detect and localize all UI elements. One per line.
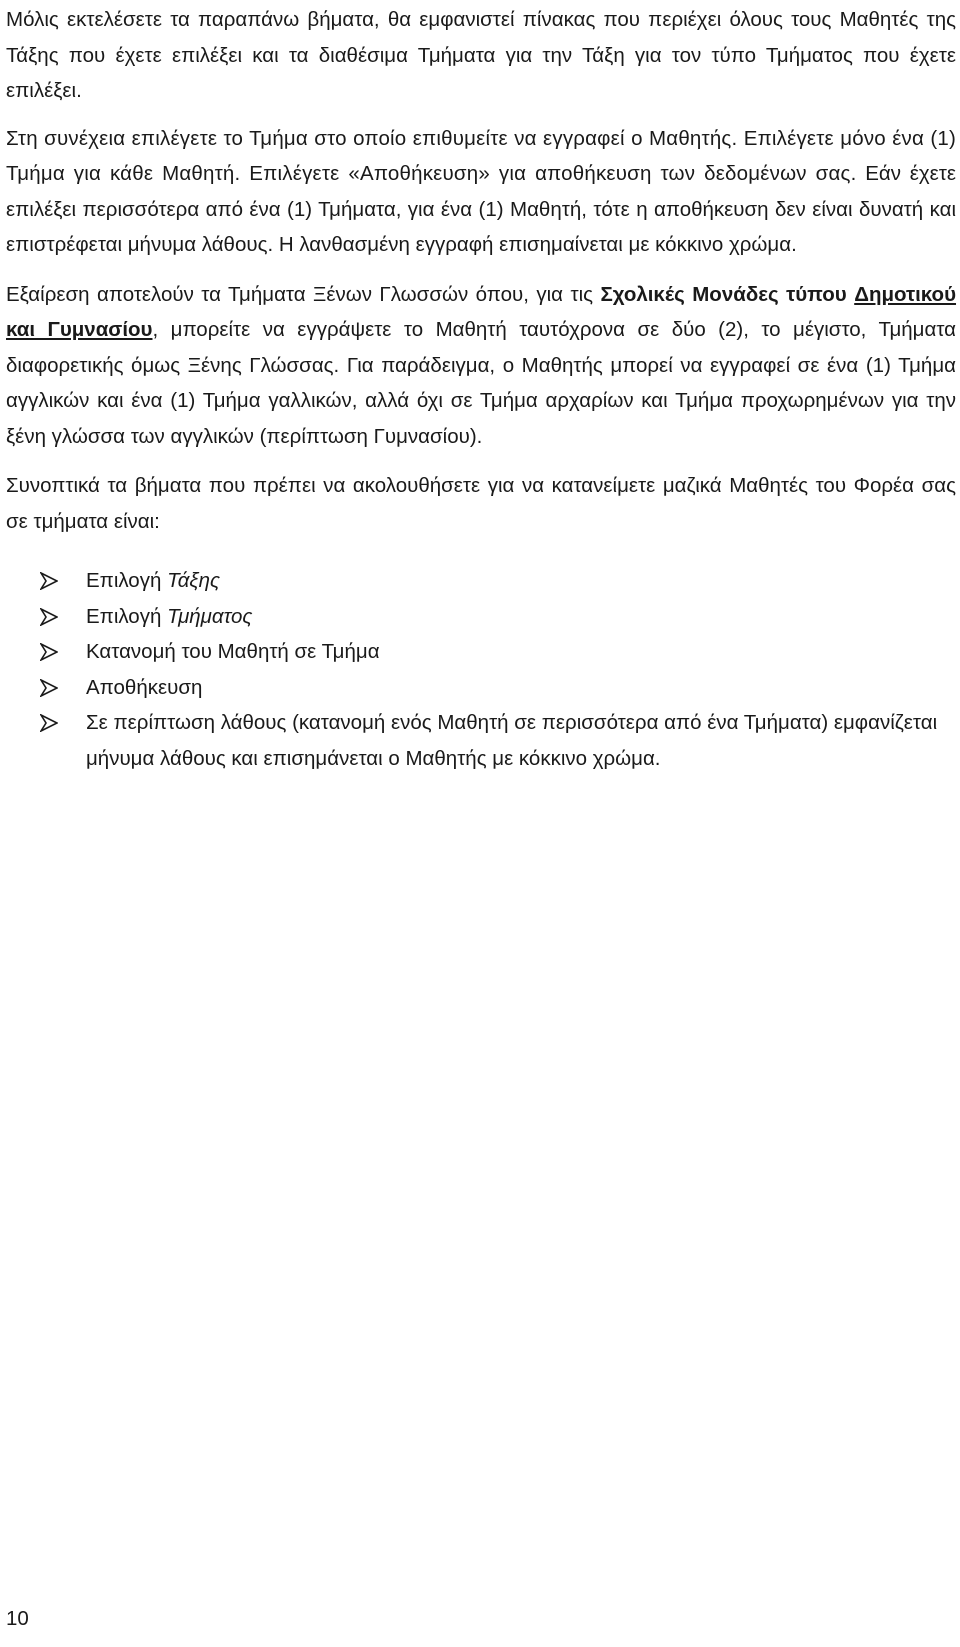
paragraph-error-text: Εάν έχετε επιλέξει περισσότερα από ένα (1) Τμήματα, για ένα (1) Μαθητή, τότε η αποθήκευση δεν είναι δυνατή και επιστρέφεται μήνυμα λάθους. Η λανθασμένη εγγραφή επισημαίνεται με κόκκινο χρώμα. [6, 162, 957, 256]
steps-list [6, 563, 956, 776]
arrowhead-bullet-icon [40, 643, 58, 661]
list-item-italic: Τμήματος [167, 604, 253, 628]
paragraph-exception-underline-bold: Δημοτικού και Γυμνασίου [6, 282, 957, 341]
paragraph-exception-end: , μπορείτε να εγγράψετε το Μαθητή ταυτόχρονα σε δύο (2), το μέγιστο, Τμήματα διαφορετικής όμως Ξένης Γλώσσας. Για παράδειγμα, ο Μαθητής μπορεί να εγγραφεί σε ένα (1) Τμήμα αγγλικών και ένα (1) Τμήμα γαλλικών, αλλά όχι σε Τμήμα αρχαρίων και Τμήμα προχωρημένων για την ξένη γλώσσα των αγγλικών (περίπτωση Γυμνασίου). [6, 318, 956, 448]
paragraph-summary-text: Συνοπτικά τα βήματα που πρέπει να ακολουθήσετε για να κατανείμετε μαζικά Μαθητές του Φορέα σας σε τμήματα είναι: [6, 474, 956, 533]
paragraph-intro [6, 2, 956, 109]
paragraph-summary [6, 468, 956, 539]
paragraph-intro-text: Μόλις εκτελέσετε τα παραπάνω βήματα, θα εμφανιστεί πίνακας που περιέχει όλους τους Μαθητές της Τάξης που έχετε επιλέξει και τα διαθέσιμα Τμήματα για την Τάξη για τον τύπο Τμήματος που έχετε επιλέξει. [6, 8, 956, 102]
arrowhead-bullet-icon [40, 608, 58, 626]
list-item-italic: Τάξης [167, 569, 220, 592]
list-item-text: Αποθήκευση [86, 675, 203, 699]
arrowhead-bullet-icon [40, 679, 58, 697]
paragraph-exception-start: Εξαίρεση αποτελούν τα Τμήματα Ξένων Γλωσσών όπου, για τις [6, 282, 601, 306]
arrowhead-bullet-icon [40, 572, 58, 590]
paragraph-exception-bold: Σχολικές Μονάδες τύπου [600, 282, 847, 306]
list-item-text: Σε περίπτωση λάθους (κατανομή ενός Μαθητή σε περισσότερα από ένα Τμήματα) εμφανίζεται μήνυμα λάθους και επισημάνεται ο Μαθητής με κόκκινο χρώμα. [86, 711, 938, 770]
list-item-prefix: Επιλογή [86, 604, 168, 628]
arrowhead-bullet-icon [40, 714, 58, 732]
document-page [6, 2, 956, 776]
list-item [6, 670, 956, 706]
paragraph-select-section-text: Στη συνέχεια επιλέγετε το Τμήμα στο οποίο επιθυμείτε να εγγραφεί ο Μαθητής. Επιλέγετε μόνο ένα (1) Τμήμα για κάθε Μαθητή. Επιλέγετε «Αποθήκευση» για αποθήκευση των δεδομένων σας. [6, 126, 956, 185]
list-item [6, 705, 956, 776]
list-item [6, 599, 956, 635]
list-item-text: Κατανομή του Μαθητή σε Τμήμα [86, 640, 380, 663]
page-number: 10 [6, 1607, 29, 1630]
paragraph-exception [6, 277, 956, 455]
paragraph-select-section [6, 121, 956, 263]
list-item-prefix: Επιλογή [86, 569, 168, 592]
list-item [6, 563, 956, 599]
list-item [6, 634, 956, 670]
